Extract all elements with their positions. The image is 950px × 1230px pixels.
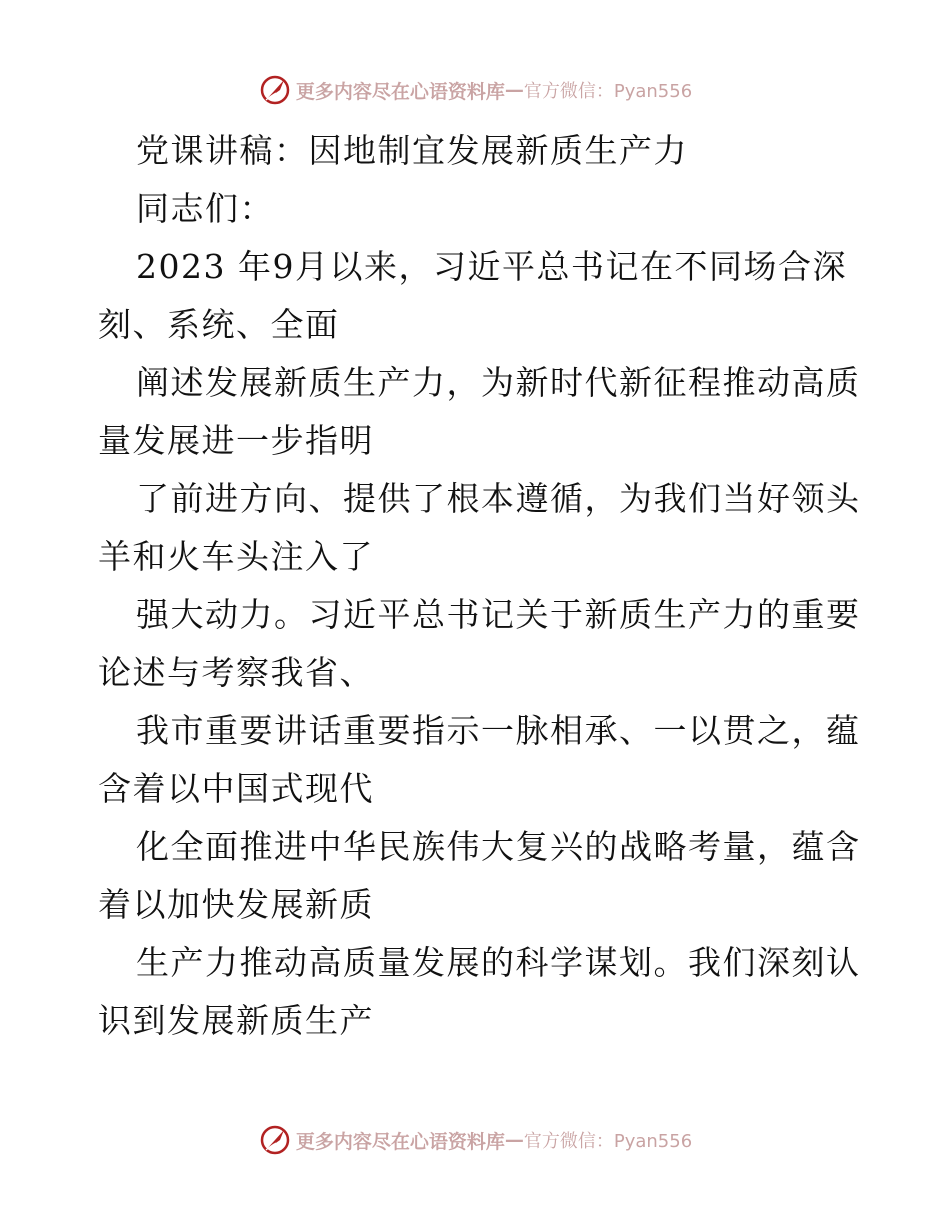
text-line: 羊和火车头注入了	[98, 537, 374, 576]
watermark-main-text: 更多内容尽在心语资料库	[295, 80, 505, 103]
quill-logo-icon	[258, 73, 292, 107]
watermark-wechat-text: 官方微信：Pyan556	[523, 1131, 693, 1152]
text-line: 阐述发展新质生产力，为新时代新征程推动高质	[136, 363, 861, 402]
watermark-dash: —	[504, 1129, 524, 1151]
text-line: 2023 年9月以来，习近平总书记在不同场合深	[136, 247, 847, 286]
watermark-main-text: 更多内容尽在心语资料库	[295, 1130, 505, 1153]
text-line: 量发展进一步指明	[98, 421, 374, 460]
watermark-dash: —	[504, 79, 524, 101]
text-line: 化全面推进中华民族伟大复兴的战略考量，蕴含	[136, 827, 861, 866]
watermark-wechat-text: 官方微信：Pyan556	[523, 81, 693, 102]
text-line: 刻、系统、全面	[98, 305, 340, 344]
salutation: 同志们：	[136, 189, 274, 228]
quill-logo-icon	[258, 1123, 292, 1157]
footer-watermark	[0, 1120, 950, 1160]
document-title: 党课讲稿：因地制宜发展新质生产力	[136, 131, 688, 170]
document-body	[98, 122, 861, 1050]
text-line: 着以加快发展新质	[98, 885, 374, 924]
text-line: 识到发展新质生产	[98, 1001, 374, 1040]
text-line: 我市重要讲话重要指示一脉相承、一以贯之，蕴	[136, 711, 861, 750]
text-line: 论述与考察我省、	[98, 653, 374, 692]
text-line: 含着以中国式现代	[98, 769, 374, 808]
text-line: 生产力推动高质量发展的科学谋划。我们深刻认	[136, 943, 861, 982]
text-line: 了前进方向、提供了根本遵循，为我们当好领头	[136, 479, 861, 518]
text-line: 强大动力。习近平总书记关于新质生产力的重要	[136, 595, 861, 634]
header-watermark	[0, 70, 950, 110]
